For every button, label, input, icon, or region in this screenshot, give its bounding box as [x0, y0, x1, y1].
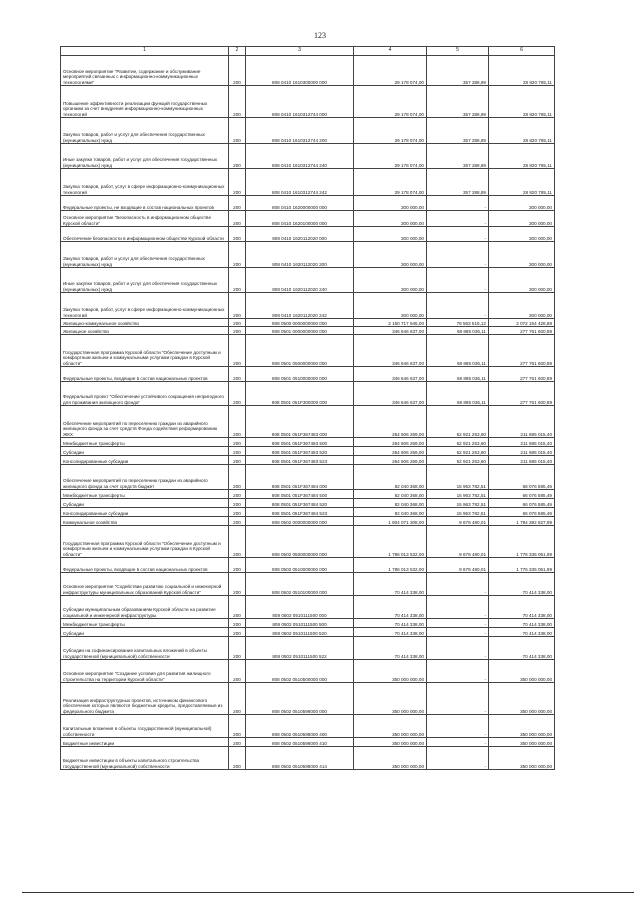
table-row [61, 293, 555, 319]
amount-executed-cell: - [427, 293, 489, 319]
budget-code-cell: 808 0502 0510111500 500 [246, 619, 354, 628]
ministry-code-cell: 200 [229, 196, 246, 211]
ministry-code-cell: 200 [229, 517, 246, 526]
ministry-code-cell: 200 [229, 56, 246, 86]
amount-remaining-cell: 350 000 000,00 [489, 738, 555, 747]
amount-executed-cell: 15 963 782,51 [427, 465, 489, 490]
ministry-code-cell: 200 [229, 367, 246, 382]
budget-code-cell: 808 0502 0510598000 000 [246, 683, 354, 715]
budget-code-cell: 808 0501 051F367484 000 [246, 465, 354, 490]
amount-executed-cell: 9 678 480,01 [427, 558, 489, 573]
row-name-cell: Субсидии [61, 447, 229, 456]
row-name-cell: Иные закупки товаров, работ и услуг для обеспечения государственных (муниципальных) нужд [61, 144, 229, 169]
column-header: 1 [61, 47, 229, 56]
table-row [61, 367, 555, 382]
amount-remaining-cell: 28 820 785,11 [489, 144, 555, 169]
budget-code-cell: 808 0501 0000000000 000 [246, 327, 354, 335]
table-row [61, 558, 555, 573]
budget-code-cell: 808 0501 051F367484 520 [246, 499, 354, 508]
amount-executed-cell: - [427, 619, 489, 628]
table-header-row [61, 47, 555, 56]
amount-remaining-cell: 28 820 785,11 [489, 118, 555, 144]
amount-remaining-cell: 2 072 154 428,88 [489, 319, 555, 327]
amount-approved-cell: 1 786 013 532,00 [354, 526, 427, 558]
table-row [61, 118, 555, 144]
amount-approved-cell: 264 606 269,00 [354, 456, 427, 465]
row-name-cell: Межбюджетные трансферты [61, 490, 229, 499]
table-row [61, 517, 555, 526]
row-name-cell: Капитальные вложения в объекты государственной (муниципальной) собственности [61, 715, 229, 738]
ministry-code-cell: 200 [229, 118, 246, 144]
table-row [61, 144, 555, 169]
amount-executed-cell: 357 288,89 [427, 118, 489, 144]
budget-code-cell: 808 0502 0510598000 400 [246, 715, 354, 738]
ministry-code-cell: 200 [229, 406, 246, 438]
column-header: 2 [229, 47, 246, 56]
amount-approved-cell: 70 414 338,00 [354, 596, 427, 619]
ministry-code-cell: 200 [229, 293, 246, 319]
amount-remaining-cell: 300 000,00 [489, 211, 555, 227]
table-row [61, 211, 555, 227]
budget-code-cell: 808 0502 0510598000 410 [246, 738, 354, 747]
amount-approved-cell: 350 000 000,00 [354, 738, 427, 747]
amount-remaining-cell: 1 794 392 827,99 [489, 517, 555, 526]
amount-executed-cell: 9 678 480,01 [427, 517, 489, 526]
budget-code-cell: 808 0501 051F300000 000 [246, 382, 354, 406]
table-row [61, 619, 555, 628]
amount-remaining-cell: 277 761 600,89 [489, 335, 555, 367]
budget-code-cell: 808 0502 0510111500 000 [246, 596, 354, 619]
budget-code-cell: 808 0410 1610312744 200 [246, 118, 354, 144]
amount-remaining-cell: 350 000 000,00 [489, 715, 555, 738]
ministry-code-cell: 200 [229, 508, 246, 517]
amount-approved-cell: 346 646 637,00 [354, 382, 427, 406]
amount-executed-cell: - [427, 637, 489, 660]
ministry-code-cell: 200 [229, 596, 246, 619]
row-name-cell: Закупка товаров, работ и услуг для обеспечения государственных (муниципальных) нужд [61, 242, 229, 268]
budget-code-cell: 808 0502 0510598000 414 [246, 747, 354, 770]
budget-code-cell: 808 0410 1610312744 000 [246, 86, 354, 118]
amount-approved-cell: 346 646 637,00 [354, 327, 427, 335]
table-row [61, 637, 555, 660]
ministry-code-cell: 200 [229, 660, 246, 683]
amount-executed-cell: - [427, 738, 489, 747]
budget-code-cell: 808 0500 0000000000 000 [246, 319, 354, 327]
row-name-cell: Консолидированные субсидии [61, 456, 229, 465]
amount-approved-cell: 29 178 074,00 [354, 118, 427, 144]
row-name-cell: Консолидированные субсидии [61, 508, 229, 517]
amount-executed-cell: 15 963 782,51 [427, 508, 489, 517]
amount-approved-cell: 300 000,00 [354, 227, 427, 242]
ministry-code-cell: 200 [229, 628, 246, 637]
row-name-cell: Федеральные проекты, входящие в состав национальных проектов [61, 558, 229, 573]
table-row [61, 319, 555, 327]
table-row [61, 196, 555, 211]
row-name-cell: Жилищное хозяйство [61, 327, 229, 335]
row-name-cell: Бюджетные инвестиции [61, 738, 229, 747]
amount-executed-cell: 9 678 480,01 [427, 526, 489, 558]
amount-remaining-cell: 66 076 585,49 [489, 490, 555, 499]
ministry-code-cell: 200 [229, 747, 246, 770]
row-name-cell: Закупка товаров, работ, услуг в сфере информационно-коммуникационных технологий [61, 169, 229, 196]
row-name-cell: Иные закупки товаров, работ и услуг для обеспечения государственных (муниципальных) нужд [61, 268, 229, 293]
amount-remaining-cell: 211 685 015,40 [489, 438, 555, 447]
ministry-code-cell: 200 [229, 382, 246, 406]
row-name-cell: Закупка товаров, работ и услуг для обеспечения государственных (муниципальных) нужд [61, 118, 229, 144]
amount-approved-cell: 264 606 269,00 [354, 438, 427, 447]
table-row [61, 683, 555, 715]
row-name-cell: Государственная программа Курской области "Обеспечение доступным и комфортным жильем и коммунальными услугами граждан в Курской области" [61, 526, 229, 558]
ministry-code-cell: 200 [229, 227, 246, 242]
ministry-code-cell: 200 [229, 619, 246, 628]
budget-code-cell: 808 0410 1620112020 200 [246, 242, 354, 268]
budget-code-cell: 808 0410 1620112020 000 [246, 227, 354, 242]
row-name-cell: Обеспечение мероприятий по переселению граждан из аварийного жилищного фонда за счет средств Фонда содействия реформированию ЖКХ [61, 406, 229, 438]
ministry-code-cell: 200 [229, 268, 246, 293]
amount-approved-cell: 70 414 338,00 [354, 573, 427, 596]
ministry-code-cell: 200 [229, 637, 246, 660]
amount-executed-cell: 68 885 036,11 [427, 382, 489, 406]
ministry-code-cell: 200 [229, 456, 246, 465]
amount-remaining-cell: 1 776 335 051,99 [489, 558, 555, 573]
ministry-code-cell: 200 [229, 319, 246, 327]
ministry-code-cell: 200 [229, 465, 246, 490]
amount-remaining-cell: 277 761 600,89 [489, 382, 555, 406]
table-row [61, 382, 555, 406]
table-row [61, 86, 555, 118]
budget-code-cell: 808 0502 0000000000 000 [246, 517, 354, 526]
column-header: 6 [489, 47, 555, 56]
table-row [61, 526, 555, 558]
budget-code-cell: 808 0410 1610312744 240 [246, 144, 354, 169]
table-row [61, 715, 555, 738]
amount-executed-cell: 68 885 036,11 [427, 327, 489, 335]
ministry-code-cell: 200 [229, 715, 246, 738]
amount-approved-cell: 350 000 000,00 [354, 660, 427, 683]
ministry-code-cell: 200 [229, 438, 246, 447]
ministry-code-cell: 200 [229, 169, 246, 196]
amount-approved-cell: 70 414 338,00 [354, 619, 427, 628]
amount-remaining-cell: 350 000 000,00 [489, 683, 555, 715]
amount-approved-cell: 2 150 717 945,00 [354, 319, 427, 327]
table-row [61, 456, 555, 465]
amount-remaining-cell: 300 000,00 [489, 293, 555, 319]
budget-code-cell: 808 0410 1620000000 000 [246, 196, 354, 211]
amount-remaining-cell: 66 076 585,49 [489, 508, 555, 517]
amount-approved-cell: 29 178 074,00 [354, 86, 427, 118]
amount-executed-cell: - [427, 242, 489, 268]
amount-remaining-cell: 28 820 785,11 [489, 86, 555, 118]
table-row [61, 738, 555, 747]
amount-remaining-cell: 70 414 338,00 [489, 573, 555, 596]
amount-approved-cell: 300 000,00 [354, 293, 427, 319]
amount-approved-cell: 350 000 000,00 [354, 747, 427, 770]
row-name-cell: Обеспечение безопасности в информационном обществе Курской области [61, 227, 229, 242]
amount-executed-cell: - [427, 715, 489, 738]
table-row [61, 438, 555, 447]
amount-approved-cell: 70 414 338,00 [354, 628, 427, 637]
budget-code-cell: 808 0501 051F367484 500 [246, 490, 354, 499]
budget-table [60, 46, 555, 770]
budget-code-cell: 808 0502 0510111500 522 [246, 637, 354, 660]
amount-remaining-cell: 300 000,00 [489, 242, 555, 268]
table-row [61, 596, 555, 619]
amount-executed-cell: 52 921 253,60 [427, 447, 489, 456]
amount-remaining-cell: 70 414 338,00 [489, 628, 555, 637]
amount-executed-cell: 357 288,89 [427, 56, 489, 86]
amount-remaining-cell: 211 685 015,40 [489, 456, 555, 465]
amount-remaining-cell: 28 820 785,11 [489, 56, 555, 86]
amount-remaining-cell: 300 000,00 [489, 227, 555, 242]
ministry-code-cell: 200 [229, 211, 246, 227]
ministry-code-cell: 200 [229, 499, 246, 508]
amount-executed-cell: - [427, 227, 489, 242]
budget-code-cell: 808 0410 1610312744 242 [246, 169, 354, 196]
amount-executed-cell: 357 288,89 [427, 169, 489, 196]
amount-approved-cell: 350 000 000,00 [354, 715, 427, 738]
amount-remaining-cell: 28 820 785,11 [489, 169, 555, 196]
budget-code-cell: 808 0501 051F367483 520 [246, 447, 354, 456]
table-row [61, 335, 555, 367]
row-name-cell: Субсидии муниципальным образованиям Курской области на развитие социальной и инженерной инфраструктуры [61, 596, 229, 619]
amount-approved-cell: 346 646 637,00 [354, 335, 427, 367]
ministry-code-cell: 200 [229, 327, 246, 335]
amount-approved-cell: 264 606 269,00 [354, 406, 427, 438]
amount-executed-cell: - [427, 628, 489, 637]
amount-approved-cell: 82 040 368,00 [354, 490, 427, 499]
row-name-cell: Реализация инфраструктурных проектов, источником финансового обеспечения которых являются бюджетные кредиты, предоставляемые из федерального бюджета [61, 683, 229, 715]
budget-code-cell: 808 0410 1620112020 242 [246, 293, 354, 319]
budget-code-cell: 808 0501 051F367483 523 [246, 456, 354, 465]
table-row [61, 499, 555, 508]
amount-approved-cell: 350 000 000,00 [354, 683, 427, 715]
row-name-cell: Основное мероприятие "Безопасность в информационном обществе Курской области" [61, 211, 229, 227]
column-header: 4 [354, 47, 427, 56]
budget-code-cell: 808 0502 0510111500 520 [246, 628, 354, 637]
budget-code-cell: 808 0502 0510100000 000 [246, 573, 354, 596]
budget-code-cell: 808 0501 0510000000 000 [246, 367, 354, 382]
table-row [61, 56, 555, 86]
amount-approved-cell: 82 040 368,00 [354, 508, 427, 517]
table-row [61, 447, 555, 456]
ministry-code-cell: 200 [229, 490, 246, 499]
amount-executed-cell: 68 885 036,11 [427, 367, 489, 382]
row-name-cell: Закупка товаров, работ, услуг в сфере информационно-коммуникационных технологий [61, 293, 229, 319]
table-row [61, 169, 555, 196]
table-row [61, 268, 555, 293]
amount-remaining-cell: 70 414 338,00 [489, 637, 555, 660]
amount-remaining-cell: 277 761 600,89 [489, 367, 555, 382]
amount-remaining-cell: 300 000,00 [489, 196, 555, 211]
amount-approved-cell: 82 040 368,00 [354, 465, 427, 490]
budget-code-cell: 808 0502 0510000000 000 [246, 558, 354, 573]
amount-approved-cell: 1 804 071 308,00 [354, 517, 427, 526]
ministry-code-cell: 200 [229, 573, 246, 596]
amount-executed-cell: 52 921 253,60 [427, 406, 489, 438]
amount-remaining-cell: 350 000 000,00 [489, 747, 555, 770]
amount-executed-cell: 15 963 782,51 [427, 499, 489, 508]
budget-code-cell: 808 0502 0510500000 000 [246, 660, 354, 683]
table-row [61, 490, 555, 499]
row-name-cell: Федеральный проект "Обеспечение устойчивого сокращения непригодного для проживания жилищного фонда" [61, 382, 229, 406]
amount-approved-cell: 29 178 074,00 [354, 144, 427, 169]
amount-executed-cell: 357 288,89 [427, 144, 489, 169]
table-row [61, 242, 555, 268]
ministry-code-cell: 200 [229, 558, 246, 573]
amount-approved-cell: 300 000,00 [354, 211, 427, 227]
budget-code-cell: 808 0501 0500000000 000 [246, 335, 354, 367]
row-name-cell: Основное мероприятие "Развитие, содержание и обслуживание мероприятий связанных с информационно-коммуникационных технологиями" [61, 56, 229, 86]
row-name-cell: Межбюджетные трансферты [61, 438, 229, 447]
row-name-cell: Межбюджетные трансферты [61, 619, 229, 628]
row-name-cell: Федеральные проекты, не входящие в состав национальных проектов [61, 196, 229, 211]
amount-executed-cell: - [427, 268, 489, 293]
column-header: 3 [246, 47, 354, 56]
amount-approved-cell: 300 000,00 [354, 242, 427, 268]
table-row [61, 573, 555, 596]
table-row [61, 465, 555, 490]
amount-executed-cell: 68 885 036,11 [427, 335, 489, 367]
amount-executed-cell: 52 921 253,60 [427, 456, 489, 465]
amount-approved-cell: 29 178 074,00 [354, 169, 427, 196]
column-header: 5 [427, 47, 489, 56]
budget-code-cell: 808 0501 051F367484 523 [246, 508, 354, 517]
row-name-cell: Субсидии на софинансирование капитальных вложений в объекты государственной (муниципальной) собственности [61, 637, 229, 660]
ministry-code-cell: 200 [229, 335, 246, 367]
ministry-code-cell: 200 [229, 447, 246, 456]
budget-code-cell: 808 0501 051F367483 500 [246, 438, 354, 447]
amount-approved-cell: 346 646 637,00 [354, 367, 427, 382]
row-name-cell: Повышение эффективности реализации функций государственных органами за счет внедрения информационно-коммуникационных технологий [61, 86, 229, 118]
ministry-code-cell: 200 [229, 144, 246, 169]
table-row [61, 747, 555, 770]
amount-approved-cell: 300 000,00 [354, 196, 427, 211]
amount-approved-cell: 1 786 013 532,00 [354, 558, 427, 573]
amount-remaining-cell: 211 685 015,40 [489, 406, 555, 438]
amount-executed-cell: - [427, 660, 489, 683]
row-name-cell: Коммунальное хозяйство [61, 517, 229, 526]
budget-code-cell: 808 0410 1610300000 000 [246, 56, 354, 86]
amount-remaining-cell: 66 076 585,49 [489, 465, 555, 490]
amount-approved-cell: 300 000,00 [354, 268, 427, 293]
table-row [61, 508, 555, 517]
amount-executed-cell: 15 963 782,51 [427, 490, 489, 499]
budget-code-cell: 808 0410 1620100000 000 [246, 211, 354, 227]
page-bottom-rule [22, 892, 634, 893]
table-row [61, 227, 555, 242]
amount-approved-cell: 264 606 269,00 [354, 447, 427, 456]
amount-executed-cell: - [427, 211, 489, 227]
ministry-code-cell: 200 [229, 526, 246, 558]
amount-executed-cell: - [427, 747, 489, 770]
amount-approved-cell: 70 414 338,00 [354, 637, 427, 660]
row-name-cell: Субсидии [61, 499, 229, 508]
row-name-cell: Основное мероприятие "Содействие развитию социальной и инженерной инфраструктуры муниципальных образований Курской области" [61, 573, 229, 596]
row-name-cell: Жилищно-коммунальное хозяйство [61, 319, 229, 327]
row-name-cell: Субсидии [61, 628, 229, 637]
row-name-cell: Бюджетные инвестиции в объекты капитального строительства государственной (муниципальной) собственности [61, 747, 229, 770]
amount-executed-cell: - [427, 573, 489, 596]
amount-approved-cell: 29 178 074,00 [354, 56, 427, 86]
budget-code-cell: 808 0410 1620112020 240 [246, 268, 354, 293]
amount-remaining-cell: 66 076 585,49 [489, 499, 555, 508]
amount-approved-cell: 82 040 368,00 [354, 499, 427, 508]
amount-remaining-cell: 70 414 338,00 [489, 596, 555, 619]
budget-code-cell: 808 0502 0500000000 000 [246, 526, 354, 558]
table-row [61, 327, 555, 335]
table-row [61, 660, 555, 683]
amount-executed-cell: 52 921 253,60 [427, 438, 489, 447]
budget-code-cell: 808 0501 051F367483 000 [246, 406, 354, 438]
page-number: 123 [314, 31, 326, 40]
amount-remaining-cell: 277 761 600,89 [489, 327, 555, 335]
amount-executed-cell: 78 563 516,12 [427, 319, 489, 327]
row-name-cell: Федеральные проекты, входящие в состав национальных проектов [61, 367, 229, 382]
amount-remaining-cell: 211 685 015,40 [489, 447, 555, 456]
table-row [61, 628, 555, 637]
row-name-cell: Обеспечение мероприятий по переселению граждан из аварийного жилищного фонда за счет средств бюджет [61, 465, 229, 490]
amount-remaining-cell: 70 414 338,00 [489, 619, 555, 628]
ministry-code-cell: 200 [229, 242, 246, 268]
row-name-cell: Государственная программа Курской области "Обеспечение доступным и комфортным жильем и коммунальными услугами граждан в Курской области" [61, 335, 229, 367]
amount-executed-cell: - [427, 683, 489, 715]
ministry-code-cell: 200 [229, 683, 246, 715]
amount-executed-cell: 357 288,89 [427, 86, 489, 118]
amount-executed-cell: - [427, 196, 489, 211]
amount-remaining-cell: 350 000 000,00 [489, 660, 555, 683]
amount-executed-cell: - [427, 596, 489, 619]
ministry-code-cell: 200 [229, 86, 246, 118]
table-row [61, 406, 555, 438]
row-name-cell: Основное мероприятие "Создание условия для развития жилищного строительства на территории Курской области" [61, 660, 229, 683]
ministry-code-cell: 200 [229, 738, 246, 747]
amount-remaining-cell: 1 776 335 051,99 [489, 526, 555, 558]
amount-remaining-cell: 300 000,00 [489, 268, 555, 293]
